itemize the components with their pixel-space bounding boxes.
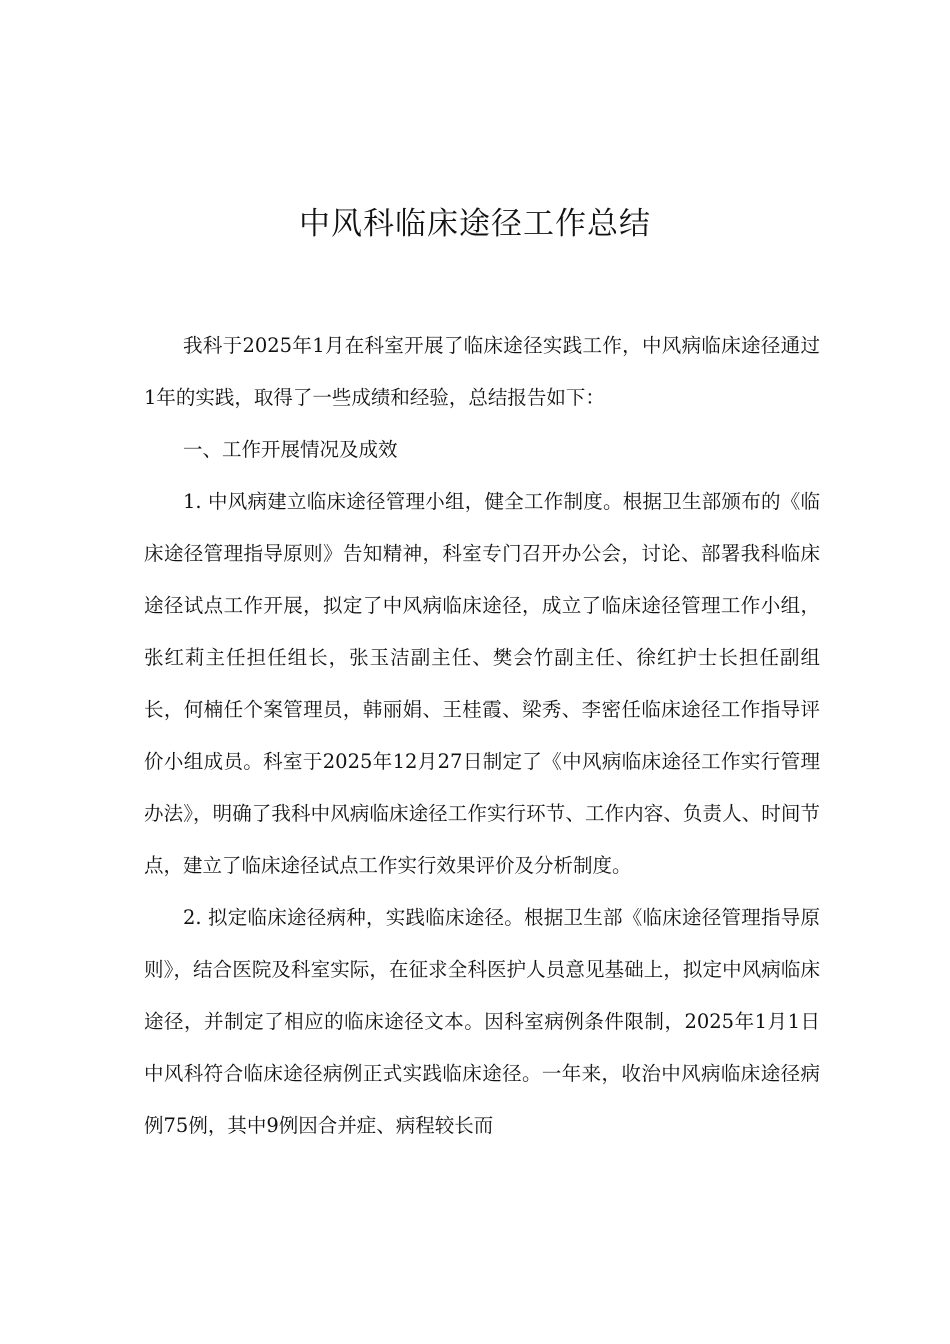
paragraph-item-2: 2. 拟定临床途径病种，实践临床途径。根据卫生部《临床途径管理指导原则》，结合医院及科室实际，在征求全科医护人员意见基础上，拟定中风病临床途径，并制定了相应的临床途径文本。因科室病例条件限制，2025年1月1日中风科符合临床途径病例正式实践临床途径。一年来，收治中风病临床途径病例75例，其中9例因合并症、病程较长而: [144, 906, 820, 1137]
section-heading-work-progress: 一、工作开展情况及成效: [183, 438, 398, 461]
document-title: 中风科临床途径工作总结: [299, 206, 651, 242]
paragraph-item-1: 1. 中风病建立临床途径管理小组，健全工作制度。根据卫生部颁布的《临床途径管理指导原则》告知精神，科室专门召开办公会，讨论、部署我科临床途径试点工作开展，拟定了中风病临床途径，成立了临床途径管理工作小组，张红莉主任担任组长，张玉洁副主任、樊会竹副主任、徐红护士长担任副组长，何楠任个案管理员，韩丽娟、王桂霞、梁秀、李密任临床途径工作指导评价小组成员。科室于2025年12月27日制定了《中风病临床途径工作实行管理办法》，明确了我科中风病临床途径工作实行环节、工作内容、负责人、时间节点，建立了临床途径试点工作实行效果评价及分析制度。: [144, 490, 820, 877]
paragraph-intro: 我科于2025年1月在科室开展了临床途径实践工作，中风病临床途径通过1年的实践，取得了一些成绩和经验，总结报告如下：: [144, 334, 820, 409]
document-body: [144, 320, 820, 1152]
